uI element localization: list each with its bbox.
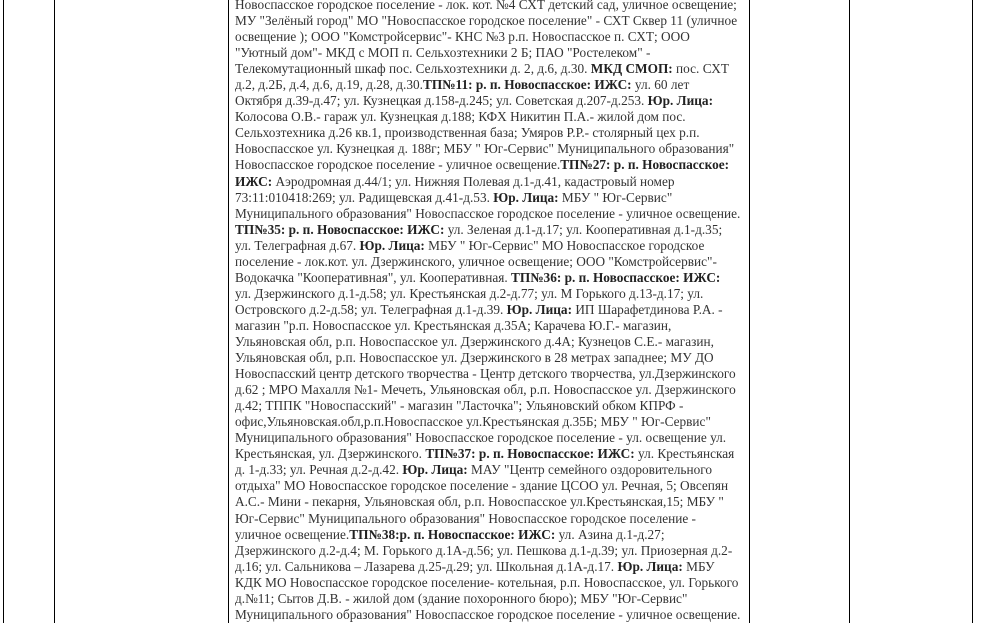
bold-text-segment: ТП№27: р. п. Новоспасское: [560, 157, 730, 173]
text-line [235, 350, 747, 366]
text-line [235, 125, 747, 141]
text-line [235, 141, 747, 157]
text-line [235, 398, 747, 414]
text-line [235, 45, 747, 61]
bold-text-segment: Юр. Лица: [647, 93, 713, 109]
text-segment: МБУ " Юг-Сервис" [558, 189, 673, 205]
text-segment: д.№11; Сытов Д.В. - жилой дом (здание похоронного бюро); МБУ "Юг-Сервис" [235, 590, 688, 606]
table-border-left [3, 0, 4, 623]
text-segment: ул. Зеленая д.1-д.17; ул. Кооперативная д.1-д.35; [444, 221, 723, 237]
text-segment: КДК МО Новоспасское городское поселение- котельная, р.п. Новоспасское, ул. Горького [235, 574, 739, 590]
text-line [235, 607, 747, 623]
text-line [235, 222, 747, 238]
column-divider-1 [54, 0, 55, 623]
text-line [235, 511, 747, 527]
text-segment: Крестьянская, ул. Дзержинского. [235, 446, 426, 462]
text-segment: освещение ); ООО "Комстройсервис"- КНС №3 р.п. Новоспасское п. СХТ; ООО [235, 29, 690, 45]
bold-text-segment: ТП№38:р. п. Новоспасское: ИЖС: [349, 526, 556, 542]
text-segment: ул. Крестьянская [634, 446, 735, 462]
column-divider-3 [749, 0, 750, 623]
text-segment: Ульяновская обл, р.п. Новоспасское ул. Дзержинского д.4А; Кузнецов С.Е.- магазин, [235, 333, 714, 349]
text-segment: А.С.- Мини - пекарня, Ульяновская обл, р.п. Новоспасское ул.Крестьянская,15; МБУ " [235, 494, 724, 510]
text-segment: д.62 ; МРО Махалля №1- Мечеть, Ульяновская обл, р.п. Новоспасское ул. Дзержинского [235, 382, 736, 398]
text-line [235, 382, 747, 398]
text-segment: Сельхозтехника д.26 кв.1, производственная база; Умяров Р.Р.- столярный цех р.п. [235, 125, 700, 141]
text-segment: Новоспасское городское поселение - лок. кот. №4 СХТ детский сад, уличное освещение; [235, 0, 737, 12]
table-border-right [972, 0, 973, 623]
text-segment: МБУ [682, 558, 715, 574]
text-segment: МБУ " Юг-Сервис" МО Новоспасское городское [424, 237, 705, 253]
text-segment: д.2, д.2Б, д.4, д.6, д.19, д.28, д.30. [235, 77, 423, 93]
text-line [235, 494, 747, 510]
text-line [235, 575, 747, 591]
bold-text-segment: Юр. Лица: [617, 558, 683, 574]
text-segment: д.16; ул. Сальникова – Лазарева д.25-д.29; ул. Школьная д.1А-д.17. [235, 558, 618, 574]
bold-text-segment: Юр. Лица: [506, 301, 572, 317]
text-segment: Октября д.39-д.47; ул. Кузнецкая д.158-д.245; ул. Советская д.207-д.253. [235, 93, 648, 109]
text-segment: МУ "Зелёный город" МО "Новоспасское городское поселение" - СХТ Сквер 11 (уличное [235, 13, 738, 29]
text-segment: Водокачка "Кооперативная", ул. Кооперативная. [235, 269, 511, 285]
text-segment: Муниципального образования" Новоспасское городское поселение - уличное освещение. [235, 205, 741, 221]
text-line [235, 559, 747, 575]
text-segment: Новоспасское городское поселение - уличное освещение. [235, 157, 561, 173]
text-segment: уличное освещение. [235, 526, 350, 542]
text-line [235, 109, 747, 125]
text-line [235, 238, 747, 254]
bold-text-segment: Юр. Лица: [493, 189, 559, 205]
text-line [235, 318, 747, 334]
text-line [235, 77, 747, 93]
text-line [235, 478, 747, 494]
text-segment: д. 1-д.33; ул. Речная д.2-д.42. [235, 462, 403, 478]
text-line [235, 527, 747, 543]
text-segment: магазин "р.п. Новоспасское ул. Крестьянская д.35А; Карачева Ю.Г.- магазин, [235, 317, 672, 333]
text-line [235, 93, 747, 109]
text-line [235, 174, 747, 190]
text-segment: Аэродромная д.44/1; ул. Нижняя Полевая д.1-д.41, кадастровый номер [272, 173, 675, 189]
text-segment: ул. Телеграфная д.67. [235, 237, 360, 253]
text-line [235, 543, 747, 559]
text-segment: ул. Дзержинского д.1-д.58; ул. Крестьянская д.2-д.77; ул. М Горького д.13-д.17; ул. [235, 285, 704, 301]
bold-text-segment: Юр. Лица: [402, 462, 468, 478]
text-line [235, 446, 747, 462]
text-segment: Муниципального образования" Новоспасское городское поселение - ул. освещение ул. [235, 430, 727, 446]
bold-text-segment: ТП№11: р. п. Новоспасское: ИЖС: [422, 77, 632, 93]
text-line [235, 61, 747, 77]
text-line [235, 591, 747, 607]
text-line [235, 206, 747, 222]
text-segment: д.42; ТППК "Новоспасский" - магазин "Ласточка"; Ульяновский обком КПРФ - [235, 398, 684, 414]
text-line [235, 462, 747, 478]
text-line [235, 13, 747, 29]
text-segment: Новоспасский центр детского творчества - Центр детского творчества, ул.Дзержинского [235, 366, 736, 382]
bold-text-segment: ТП№37: р. п. Новоспасское: ИЖС: [425, 446, 635, 462]
text-segment: Дзержинского д.2-д.4; М. Горького д.1А-д.56; ул. Пешкова д.1-д.39; ул. Приозерная д.2- [235, 542, 733, 558]
bold-text-segment: Юр. Лица: [359, 237, 425, 253]
text-line [235, 157, 747, 173]
column-divider-2 [228, 0, 229, 623]
bold-text-segment: ТП№36: р. п. Новоспасское: ИЖС: [510, 269, 721, 285]
text-segment: Муниципального образования" Новоспасское городское поселение - уличное освещение. [235, 606, 741, 622]
text-segment: Юг-Сервис" Муниципального образования" Новоспасское городское поселение - [235, 510, 696, 526]
text-segment: ИП Шарафетдинова Р.А. - [572, 301, 723, 317]
text-segment: 73:11:010418:269; ул. Радищевская д.41-д.53. [235, 189, 494, 205]
text-line [235, 0, 747, 13]
text-line [235, 366, 747, 382]
text-line [235, 334, 747, 350]
text-segment: Островского д.2-д.58; ул. Телеграфная д.1-д.39. [235, 301, 507, 317]
text-segment: отдыха" МО Новоспасское городское поселение - здание ЦСОО ул. Речная, 5; Овсепян [235, 478, 729, 494]
text-segment: Телекомутационный шкаф пос. Сельхозтехники д. 2, д.6, д.30. [235, 61, 591, 77]
text-segment: Колосова О.В.- гараж ул. Кузнецкая д.188; КФХ Никитин П.А.- жилой дом пос. [235, 109, 686, 125]
text-segment: Новоспасское ул. Кузнецкая д. 188г; МБУ " Юг-Сервис" Муниципального образования" [235, 141, 735, 157]
text-segment: МАУ "Центр семейного оздоровительного [467, 462, 713, 478]
text-segment: ул. 60 лет [631, 77, 690, 93]
text-line [235, 270, 747, 286]
text-segment: пос. СХТ [672, 61, 729, 77]
text-line [235, 430, 747, 446]
text-line [235, 286, 747, 302]
text-segment: Ульяновская обл, р.п. Новоспасское ул. Дзержинского в 28 метрах западнее; МУ ДО [235, 350, 714, 366]
text-line [235, 302, 747, 318]
column-divider-4 [849, 0, 850, 623]
text-line [235, 254, 747, 270]
bold-text-segment: ИЖС: [235, 173, 273, 189]
text-line [235, 29, 747, 45]
text-line [235, 190, 747, 206]
text-segment: ул. Азина д.1-д.27; [555, 526, 665, 542]
text-line [235, 414, 747, 430]
text-segment: поселение - лок.кот. ул. Дзержинского, уличное освещение; ООО "Комстройсервис"- [235, 253, 717, 269]
text-segment: офис,Ульяновская.обл,р.п.Новоспасское ул.Крестьянская д.35Б; МБУ " Юг-Сервис" [235, 414, 711, 430]
text-segment: "Уютный дом"- МКД с МОП п. Сельхозтехники 2 Б; ПАО "Ростелеком" - [235, 45, 651, 61]
table-cell-consumers-list [235, 0, 747, 623]
bold-text-segment: МКД СМОП: [590, 61, 673, 77]
bold-text-segment: ТП№35: р. п. Новоспасское: ИЖС: [235, 221, 445, 237]
